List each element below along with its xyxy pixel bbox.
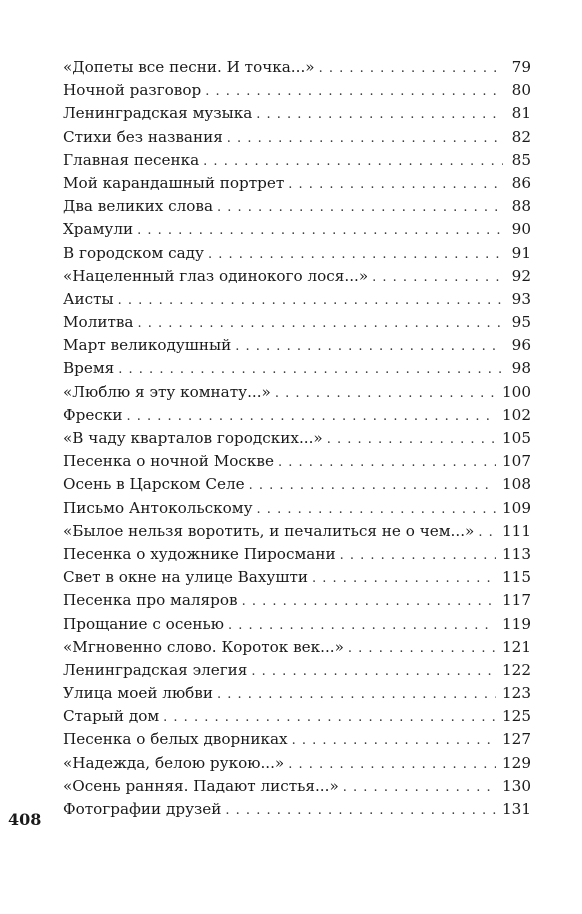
- toc-entry: [63, 775, 531, 798]
- toc-entry-title: «Осень ранняя. Падают листья...»: [63, 776, 339, 795]
- dot-leader: [249, 474, 496, 497]
- dot-leader: [137, 312, 503, 335]
- dot-leader: [137, 219, 503, 242]
- toc-entry-page: 108: [502, 475, 531, 494]
- dot-leader: [163, 706, 496, 729]
- toc-entry: [63, 381, 531, 404]
- toc-entry-page: 91: [511, 243, 531, 262]
- toc-entry-page: 93: [511, 289, 531, 308]
- toc-entry: [63, 613, 531, 636]
- dot-leader: [288, 173, 503, 196]
- dot-leader: [227, 127, 503, 150]
- toc-entry-page: 117: [502, 591, 531, 610]
- toc-entry: [63, 728, 531, 751]
- toc-entry-page: 113: [502, 544, 531, 563]
- toc-entry-title: «Былое нельзя воротить, и печалиться не о чем...»: [63, 521, 475, 540]
- toc-entry-title: Ночной разговор: [63, 81, 202, 100]
- toc-entry-page: 121: [502, 637, 531, 656]
- dot-leader: [275, 382, 496, 405]
- toc-entry-title: Ленинградская элегия: [63, 660, 248, 679]
- page-number: 408: [8, 810, 42, 829]
- toc-entry-page: 81: [511, 104, 531, 123]
- toc-entry-title: Прощание с осенью: [63, 614, 224, 633]
- toc-entry-title: Март великодушный: [63, 336, 232, 355]
- toc-entry-title: Песенка о ночной Москве: [63, 452, 274, 471]
- toc-entry: [63, 520, 531, 543]
- toc-entry-title: Молитва: [63, 313, 134, 332]
- toc-entry-title: В городском саду: [63, 243, 204, 262]
- dot-leader: [217, 683, 496, 706]
- toc-entry-page: 129: [502, 753, 531, 772]
- toc-entry-page: 86: [511, 173, 531, 192]
- toc-entry: [63, 473, 531, 496]
- dot-leader: [235, 335, 503, 358]
- toc-entry: [63, 427, 531, 450]
- toc-entry-page: 85: [511, 150, 531, 169]
- dot-leader: [327, 428, 496, 451]
- toc-entry: [63, 589, 531, 612]
- toc-entry: [63, 659, 531, 682]
- toc-entry: [63, 334, 531, 357]
- toc-entry-page: 131: [502, 800, 531, 818]
- toc-entry-title: Письмо Антокольскому: [63, 498, 253, 517]
- toc-entry: [63, 311, 531, 334]
- toc-entry-page: 130: [502, 776, 531, 795]
- toc-entry: [63, 798, 531, 821]
- toc-entry-page: 125: [502, 707, 531, 726]
- toc-entry: [63, 218, 531, 241]
- toc-entry: [63, 149, 531, 172]
- toc-entry: [63, 357, 531, 380]
- toc-entry: [63, 404, 531, 427]
- toc-entry-title: Фрески: [63, 405, 123, 424]
- dot-leader: [292, 729, 496, 752]
- toc-entry-page: 107: [502, 452, 531, 471]
- toc-entry-page: 115: [502, 568, 531, 587]
- toc-entry-page: 92: [511, 266, 531, 285]
- dot-leader: [251, 660, 496, 683]
- toc-entry-page: 127: [502, 730, 531, 749]
- toc-entry-title: Ленинградская музыка: [63, 104, 253, 123]
- toc-entry-page: 123: [502, 684, 531, 703]
- toc-entry-title: Мой карандашный портрет: [63, 173, 285, 192]
- toc-entry-title: «Допеты все песни. И точка...»: [63, 58, 315, 76]
- toc-entry: [63, 195, 531, 218]
- toc-entry-page: 80: [511, 81, 531, 100]
- dot-leader: [118, 358, 503, 381]
- toc-entry-page: 95: [511, 313, 531, 332]
- toc-entry-title: Стихи без названия: [63, 127, 223, 146]
- dot-leader: [126, 405, 496, 428]
- toc-entry-title: «Мгновенно слово. Короток век...»: [63, 637, 344, 656]
- dot-leader: [208, 243, 503, 266]
- toc-entry-title: «Надежда, белою рукою...»: [63, 753, 285, 772]
- toc-entry: [63, 705, 531, 728]
- dot-leader: [312, 567, 496, 590]
- toc-entry-title: Старый дом: [63, 707, 160, 726]
- toc-entry-page: 96: [511, 336, 531, 355]
- dot-leader: [217, 196, 503, 219]
- toc-entry: [63, 752, 531, 775]
- dot-leader: [340, 544, 496, 567]
- toc-entry: [63, 566, 531, 589]
- toc-entry-page: 79: [511, 58, 531, 76]
- dot-leader: [118, 289, 503, 312]
- toc-entry: [63, 242, 531, 265]
- toc-entry-title: Свет в окне на улице Вахушти: [63, 568, 308, 587]
- toc-entry-page: 102: [502, 405, 531, 424]
- dot-leader: [343, 776, 496, 799]
- toc-entry-title: Фотографии друзей: [63, 800, 222, 818]
- toc-entry: [63, 288, 531, 311]
- dot-leader: [228, 614, 496, 637]
- toc-entry-page: 82: [511, 127, 531, 146]
- toc-entry-page: 119: [502, 614, 531, 633]
- toc-entry: [63, 172, 531, 195]
- toc-entry-page: 122: [502, 660, 531, 679]
- toc-entry-page: 109: [502, 498, 531, 517]
- dot-leader: [225, 799, 496, 822]
- toc-entry-page: 98: [511, 359, 531, 378]
- dot-leader: [288, 753, 496, 776]
- dot-leader: [205, 80, 503, 103]
- toc-entry: [63, 543, 531, 566]
- dot-leader: [278, 451, 496, 474]
- toc-entry-title: «В чаду кварталов городских...»: [63, 429, 323, 447]
- toc-entry-title: Главная песенка: [63, 150, 200, 169]
- toc-entry-title: Аисты: [63, 289, 114, 308]
- dot-leader: [203, 150, 503, 173]
- toc-entry: [63, 102, 531, 125]
- toc-entry-page: 105: [502, 429, 531, 447]
- toc-entry: [63, 497, 531, 520]
- table-of-contents: [63, 56, 531, 821]
- toc-entry-page: 111: [502, 521, 531, 540]
- toc-entry-title: «Люблю я эту комнату...»: [63, 382, 271, 401]
- toc-entry-title: Песенка про маляров: [63, 591, 238, 610]
- toc-entry-title: Время: [63, 359, 115, 378]
- dot-leader: [257, 498, 496, 521]
- dot-leader: [478, 521, 496, 544]
- toc-entry-title: Храмули: [63, 220, 134, 239]
- toc-entry-page: 90: [511, 220, 531, 239]
- toc-entry-title: «Нацеленный глаз одинокого лося...»: [63, 266, 369, 285]
- toc-entry: [63, 265, 531, 288]
- dot-leader: [372, 266, 503, 289]
- toc-entry: [63, 79, 531, 102]
- toc-entry-title: Два великих слова: [63, 197, 213, 216]
- dot-leader: [348, 637, 496, 660]
- toc-entry: [63, 636, 531, 659]
- toc-entry: [63, 56, 531, 79]
- dot-leader: [256, 103, 503, 126]
- toc-entry: [63, 682, 531, 705]
- dot-leader: [242, 590, 496, 613]
- toc-entry-page: 88: [511, 197, 531, 216]
- toc-entry: [63, 450, 531, 473]
- toc-entry-title: Осень в Царском Селе: [63, 475, 245, 494]
- toc-entry-title: Песенка о белых дворниках: [63, 730, 288, 749]
- toc-entry-title: Песенка о художнике Пиросмани: [63, 544, 336, 563]
- dot-leader: [319, 57, 503, 80]
- toc-entry-title: Улица моей любви: [63, 684, 213, 703]
- toc-entry-page: 100: [502, 382, 531, 401]
- toc-entry: [63, 126, 531, 149]
